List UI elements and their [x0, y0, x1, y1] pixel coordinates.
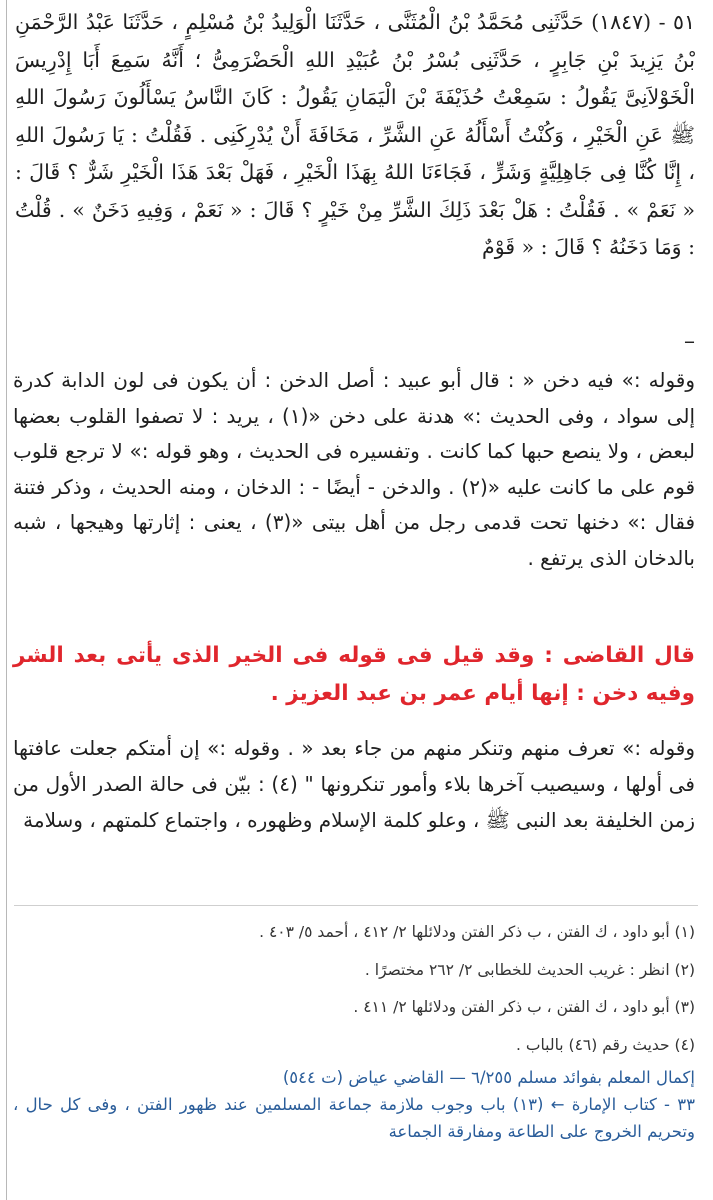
footnotes-block [13, 914, 695, 1064]
qadi-highlight-block [13, 637, 695, 713]
source-chapter-link[interactable]: ٣٣ - كتاب الإمارة ← (١٣) باب وجوب ملازمة جماعة المسلمين عند ظهور الفتن ، وفى كل حال ، وتحريم الخروج على الطاعة ومفارقة الجماعة [13, 1095, 695, 1141]
footnote-4: (٤) حديث رقم (٤٦) بالباب . [516, 1035, 695, 1054]
commentary-text-2: وقوله :» تعرف منهم وتنكر منهم من جاء بعد « . وقوله :» إن أمتكم جعلت عافتها فى أولها ، وسيصيب آخرها بلاء وأمور تنكرونها " (٤) : بيّن فى حالة الصدر الأول من زمن الخليفة بعد النبى ﷺ ، وعلو كلمة الإسلام وظهوره ، واجتماع كلمتهم ، وسلامة [13, 736, 695, 832]
commentary-block-2 [13, 730, 695, 838]
footnote-separator [14, 905, 698, 906]
commentary-text: وقوله :» فيه دخن « : قال أبو عبيد : أصل الدخن : أن يكون فى لون الدابة كدرة إلى سواد ، وفى الحديث :» هدنة على دخن «(١) ، يريد : لا تصفوا القلوب بعضها لبعض ، ولا ينصع حبها كما كانت . وتفسيره فى الحديث ، وهو قوله :» لا ترجع قلوب قوم على ما كانت عليه «(٢) . والدخن - أيضًا - : الدخان ، ومنه الحديث ، وذكر فتنة فقال :» دخنها تحت قدمى رجل من أهل بيتى «(٣) ، يعنى : إثارتها وهيجها ، شبه بالدخان الذى يرتفع . [13, 368, 696, 570]
hadith-text: ٥١ - (١٨٤٧) حَدَّثَنِى مُحَمَّدُ بْنُ الْمُثَنَّى ، حَدَّثَنَا الْوَلِيدُ بْنُ مُسْلِمٍ ، حَدَّثَنَا عَبْدُ الرَّحْمَنِ بْنُ يَزِيدَ بْنِ جَابِرٍ ، حَدَّثَنِى بُسْرُ بْنُ عُبَيْدِ اللهِ الْحَضْرَمِىُّ ؛ أَنَّهُ سَمِعَ أَبَا إِدْرِيسَ الْخَوْلاَنِىَّ يَقُولُ : سَمِعْتُ حُذَيْفَةَ بْنَ الْيَمَانِ يَقُولُ : كَانَ النَّاسُ يَسْأَلُونَ رَسُولَ اللهِ ﷺ عَنِ الْخَيْرِ ، وَكُنْتُ أَسْأَلُهُ عَنِ الشَّرِّ ، مَخَافَةَ أَنْ يُدْرِكَنِى . فَقُلْتُ : يَا رَسُولَ اللهِ ، إِنَّا كُنَّا فِى جَاهِلِيَّةٍ وَشَرٍّ ، فَجَاءَنَا اللهُ بِهَذَا الْخَيْرِ ، فَهَلْ بَعْدَ هَذَا الْخَيْرِ شَرٌّ ؟ قَالَ : « نَعَمْ » . فَقُلْتُ : هَلْ بَعْدَ ذَلِكَ الشَّرِّ مِنْ خَيْرٍ ؟ قَالَ : « نَعَمْ ، وَفِيهِ دَخَنٌ » . قُلْتُ : وَمَا دَخَنُهُ ؟ قَالَ : « قَوْمٌ [15, 10, 695, 259]
page-edge-rule [6, 0, 7, 1200]
source-book-link[interactable]: إكمال المعلم بفوائد مسلم ٦/٢٥٥ — القاضي عياض (ت ٥٤٤) [282, 1068, 695, 1087]
source-reference-block [13, 1064, 695, 1145]
footnote-1: (١) أبو داود ، ك الفتن ، ب ذكر الفتن ودلائلها ٢/ ٤١٢ ، أحمد ٥/ ٤٠٣ . [259, 923, 695, 941]
footnote-2: (٢) انظر : غريب الحديث للخطابى ٢/ ٢٦٢ مختصرًا . [364, 960, 695, 979]
footnote-3: (٣) أبو داود ، ك الفتن ، ب ذكر الفتن ودلائلها ٢/ ٤١١ . [353, 998, 695, 1016]
qadi-highlight-text: قال القاضى : وقد قيل فى قوله فى الخير الذى يأتى بعد الشر وفيه دخن : إنها أيام عمر بن عبد العزيز . [13, 643, 695, 706]
section-dash: – [684, 329, 695, 354]
hadith-text-block [15, 4, 695, 267]
commentary-block [13, 363, 695, 576]
